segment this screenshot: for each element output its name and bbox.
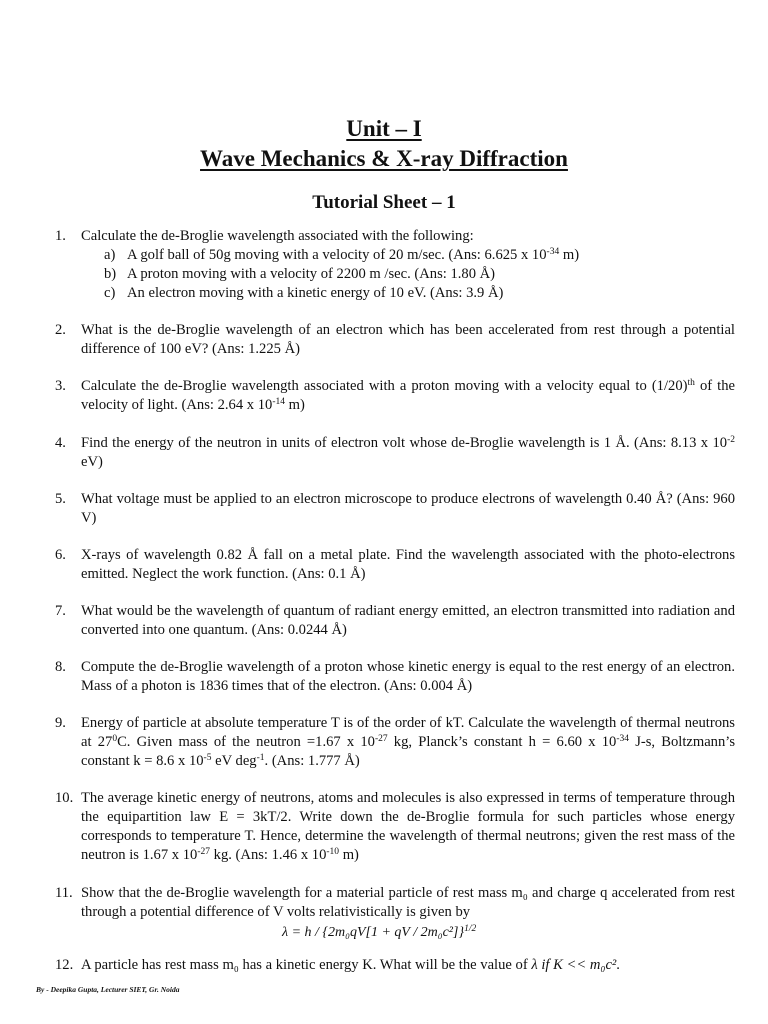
question-10 <box>55 789 735 865</box>
question-text: Energy of particle at absolute temperature T is of the order of kT. Calculate the wavelength of thermal neutrons at $27^0C$. Given mass of the neutron =1.67 x $10^{-27}$ kg, Planck’s constant h = 6.60 x $10^{-34}$ J-s, Boltzmann’s constant k = 8.6 x $10^{-5}$ eV deg$^{-1}$. (Ans: 1.777 Å) <box>81 715 736 769</box>
author-footer: By - Deepika Gupta, Lecturer SIET, Gr. Noida <box>36 985 180 994</box>
question-text: Calculate the de-Broglie wavelength associated with a proton moving with a velocity equal to $(1/20)^{th}$ of the velocity of light. (Ans: 2.64 x $10^{-14}$ m) <box>81 378 735 413</box>
question-1-part-b: b) A proton moving with a velocity of 2200 m /sec. (Ans: 1.80 Å) <box>104 266 496 282</box>
question-6 <box>55 546 735 584</box>
question-number: 12. <box>55 957 74 973</box>
question-number: 6. <box>55 547 66 563</box>
question-text: What is the de-Broglie wavelength of an electron which has been accelerated from rest through a potential difference of 100 eV? (Ans: 1.225 Å) <box>81 322 735 357</box>
question-text: Show that the de-Broglie wavelength for a material particle of rest mass m₀ and charge q accelerated from rest through a potential difference of V volts relativistically is given by <box>81 885 735 920</box>
question-text: Calculate the de-Broglie wavelength associated with the following: <box>81 228 474 244</box>
question-number: 5. <box>55 491 66 507</box>
question-8 <box>55 658 735 696</box>
question-7 <box>55 602 735 640</box>
question-text: X-rays of wavelength 0.82 Å fall on a metal plate. Find the wavelength associated with the photo-electrons emitted. Neglect the work function. (Ans: 0.1 Å) <box>81 547 735 582</box>
question-2 <box>55 321 735 359</box>
question-1 <box>55 227 735 246</box>
question-number: 2. <box>55 322 66 338</box>
question-text: What voltage must be applied to an electron microscope to produce electrons of wavelength 0.40 Å? (Ans: 960 V) <box>81 491 735 526</box>
question-text: A particle has rest mass m₀ has a kinetic energy K. What will be the value of λ if K << m₀c². <box>81 957 620 973</box>
question-1-part-c: c) An electron moving with a kinetic energy of 10 eV. (Ans: 3.9 Å) <box>104 285 504 301</box>
question-text: The average kinetic energy of neutrons, atoms and molecules is also expressed in terms of temperature through the equipartition law E = 3kT/2. Write down the de-Broglie formula for such particles whose energy corresponds to temperature T. Hence, determine the wavelength of thermal neutrons; given the rest mass of the neutron is 1.67 x $10^{-27}$ kg. (Ans: 1.46 x $10^{-10}$ m) <box>81 790 735 863</box>
question-number: 3. <box>55 378 66 394</box>
question-1-part-a: a) A golf ball of 50g moving with a velocity of 20 m/sec. (Ans: 6.625 x $10^{-34}$ m) <box>104 247 580 263</box>
question-3 <box>55 377 735 415</box>
question-text: Find the energy of the neutron in units of electron volt whose de-Broglie wavelength is 1 Å. (Ans: 8.13 x $10^{-2}$ eV) <box>81 435 735 470</box>
unit-title: Unit – I <box>346 116 422 141</box>
question-text: Compute the de-Broglie wavelength of a proton whose kinetic energy is equal to the rest energy of an electron. Mass of a photon is 1836 times that of the electron. (Ans: 0.004 Å) <box>81 659 735 694</box>
question-number: 7. <box>55 603 66 619</box>
question-number: 10. <box>55 790 74 806</box>
sheet-title: Tutorial Sheet – 1 <box>312 192 456 213</box>
question-12 <box>55 956 735 975</box>
question-4 <box>55 434 735 472</box>
question-number: 1. <box>55 228 66 244</box>
question-number: 9. <box>55 715 66 731</box>
subject-title: Wave Mechanics & X-ray Diffraction <box>200 146 568 171</box>
question-11 <box>55 884 735 922</box>
question-number: 4. <box>55 435 66 451</box>
question-text: What would be the wavelength of quantum of radiant energy emitted, an electron transmitted into radiation and converted into one quantum. (Ans: 0.0244 Å) <box>81 603 735 638</box>
question-5 <box>55 490 735 528</box>
question-number: 11. <box>55 885 73 901</box>
relativistic-wavelength-equation: λ = h / {2m₀qV[1 + qV / 2m₀c²]}$^{1/2}$ <box>282 924 477 940</box>
question-9 <box>55 714 735 771</box>
question-number: 8. <box>55 659 66 675</box>
